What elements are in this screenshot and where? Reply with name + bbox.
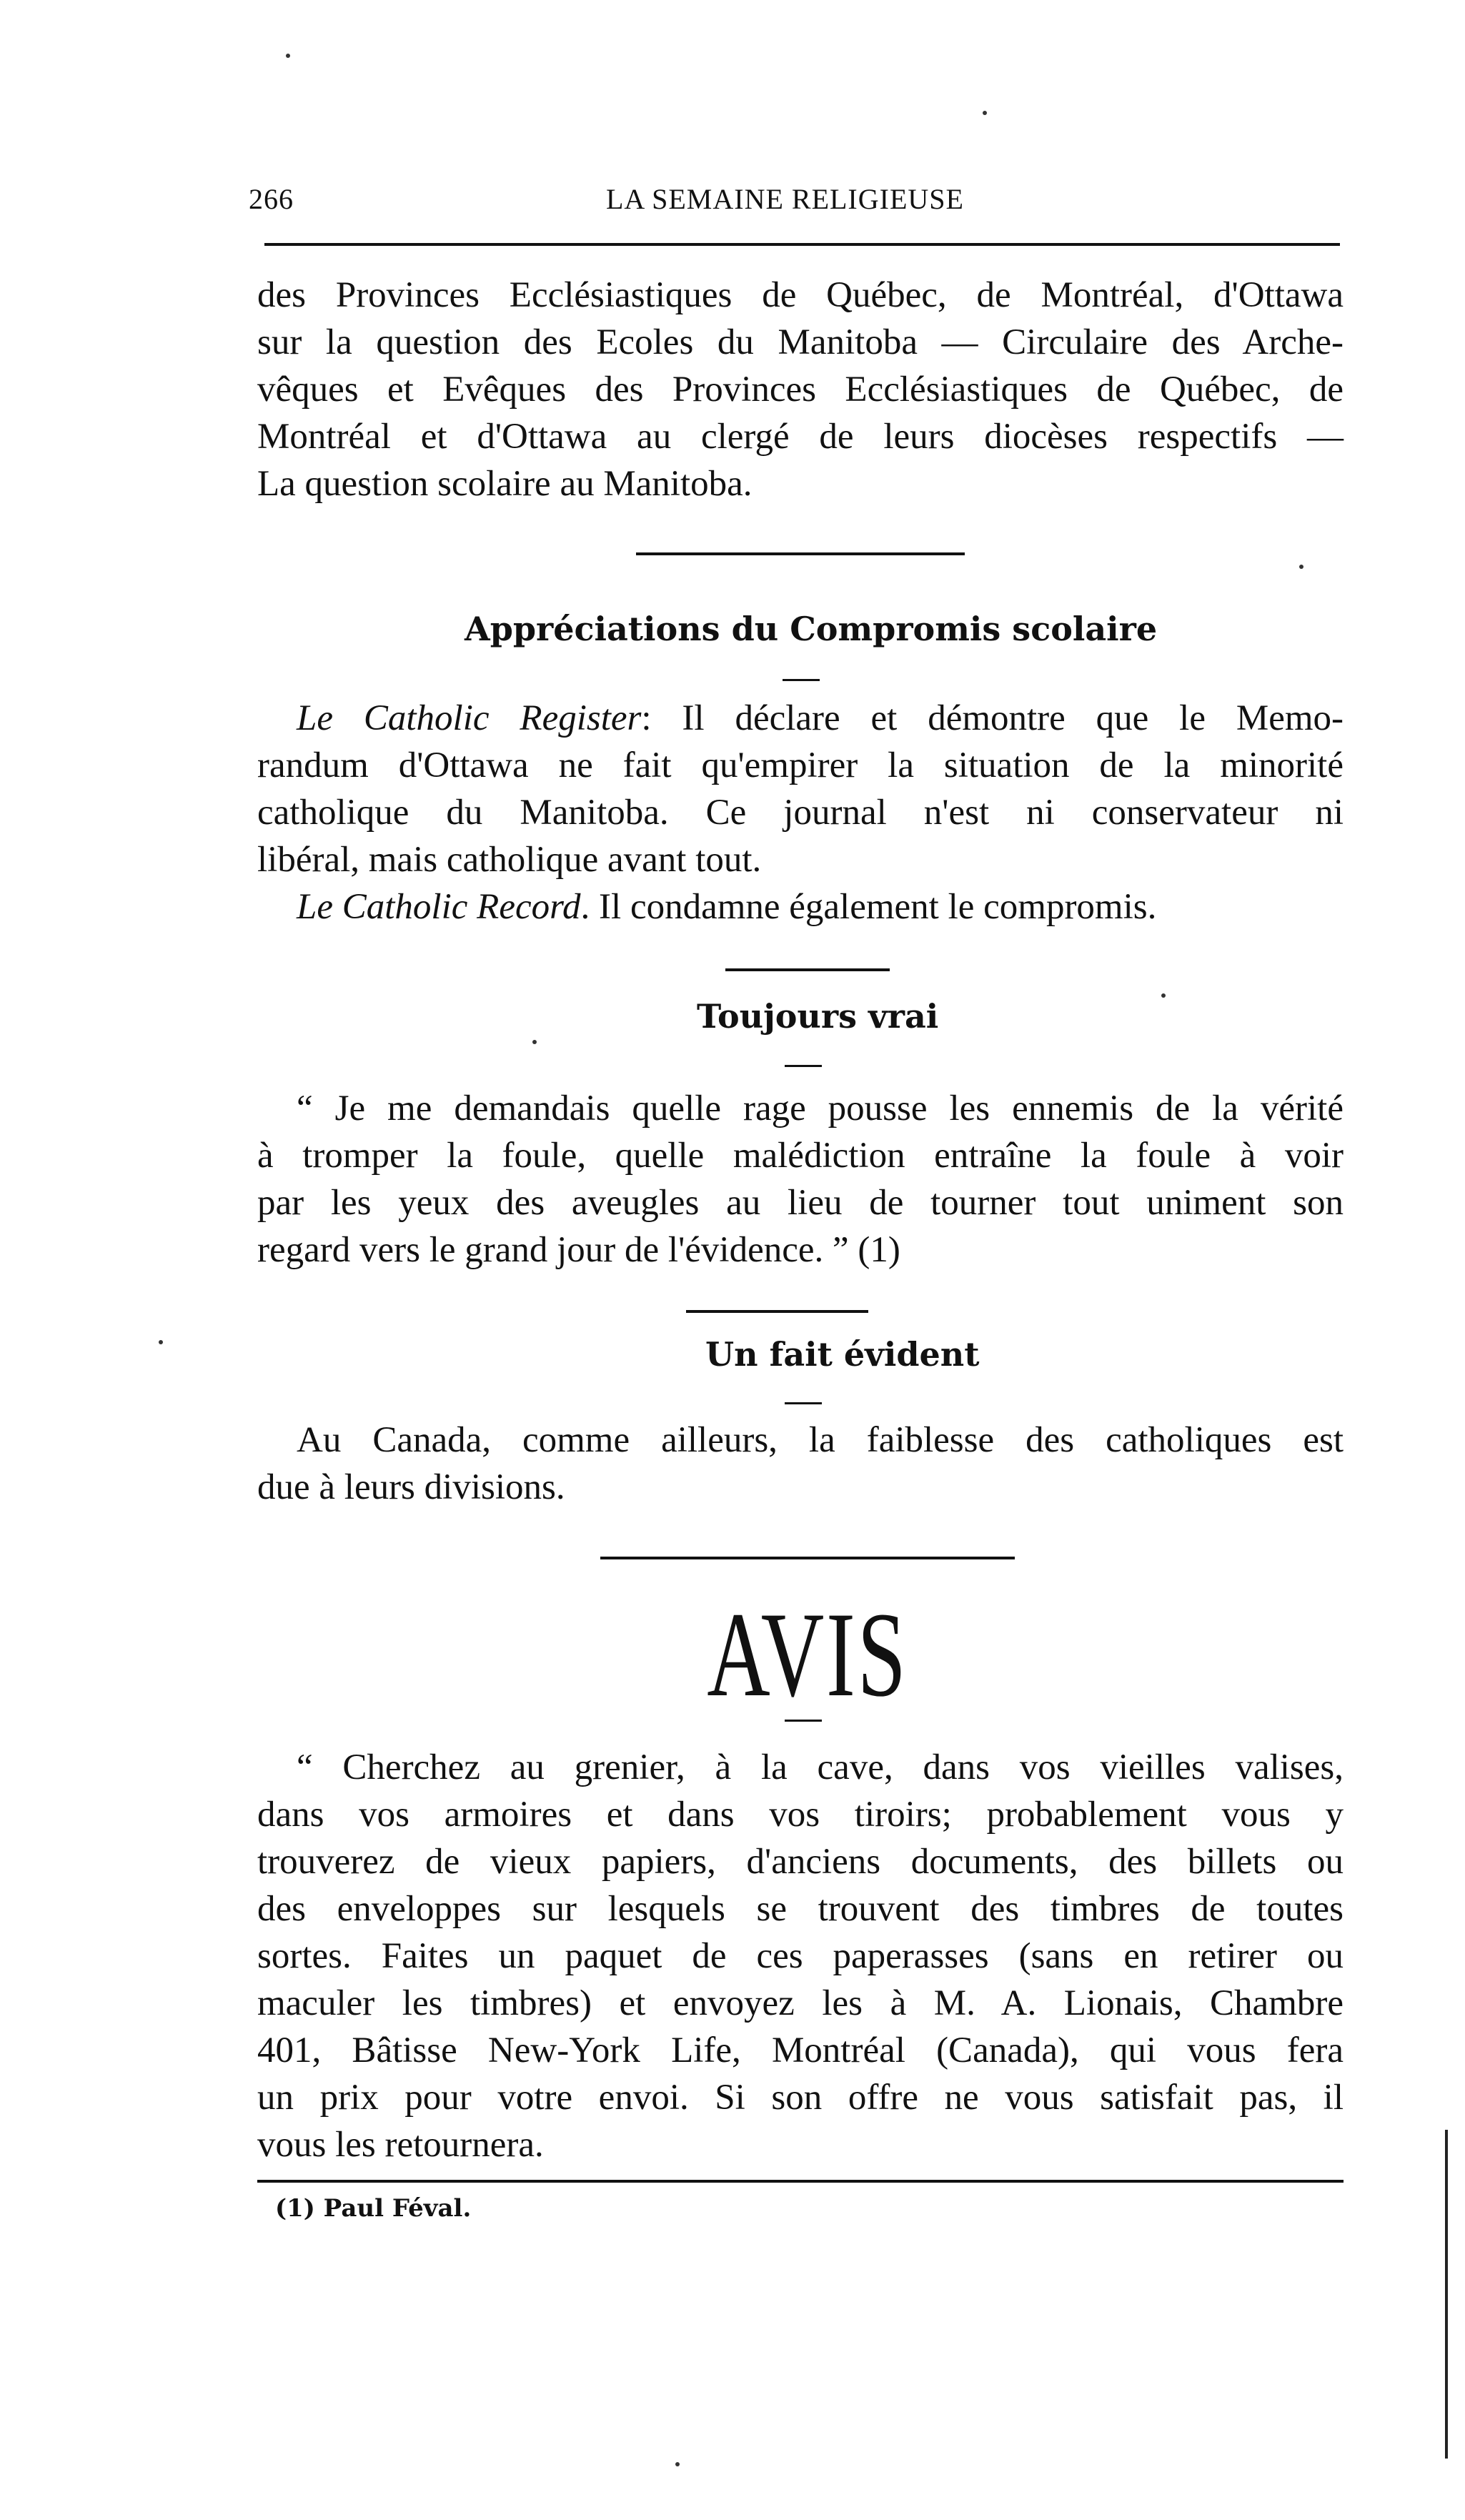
source-catholic-register: Le Catholic Register xyxy=(297,698,642,738)
scan-edge-mark xyxy=(1445,2130,1448,2459)
avis-line-8: un prix pour votre envoi. Si son offre ne vous satisfait pas, il xyxy=(257,2078,1344,2118)
avis-line-3: trouverez de vieux papiers, d'anciens documents, des billets ou xyxy=(257,1842,1344,1882)
quote-line-1: “ Je me demandais quelle rage pousse les ennemis de la vérité xyxy=(297,1088,1344,1128)
avis-line-6: maculer les timbres) et envoyez les à M. A. Lionais, Chambre xyxy=(257,1983,1344,2023)
catholic-record-line: Le Catholic Record. Il condamne également le compromis. xyxy=(297,887,1157,927)
catholic-register-line-1: Le Catholic Register: Il déclare et démontre que le Memo- xyxy=(297,698,1344,738)
avis-title: AVIS xyxy=(707,1587,908,1722)
scan-speck xyxy=(159,1340,163,1344)
footnote: (1) Paul Féval. xyxy=(275,2194,472,2223)
catholic-register-line-4: libéral, mais catholique avant tout. xyxy=(257,840,762,880)
heading-dash-3 xyxy=(785,1402,822,1404)
catholic-register-line-2: randum d'Ottawa ne fait qu'empirer la situation de la minorité xyxy=(257,745,1344,785)
running-title: LA SEMAINE RELIGIEUSE xyxy=(606,183,964,215)
page-number: 266 xyxy=(249,183,294,215)
scan-speck xyxy=(675,2462,680,2466)
heading-dash-2 xyxy=(785,1065,822,1067)
footnote-rule xyxy=(257,2180,1344,2183)
heading-dash-avis xyxy=(785,1720,822,1722)
intro-line-2: sur la question des Ecoles du Manitoba — Circulaire des Arche- xyxy=(257,322,1344,362)
section-divider-3 xyxy=(686,1310,868,1313)
section-heading-un-fait-evident: Un fait évident xyxy=(705,1335,980,1374)
avis-line-5: sortes. Faites un paquet de ces paperasses (sans en retirer ou xyxy=(257,1936,1344,1976)
intro-line-5: La question scolaire au Manitoba. xyxy=(257,464,753,504)
avis-line-1: “ Cherchez au grenier, à la cave, dans vos vieilles valises, xyxy=(297,1747,1344,1787)
fait-line-1: Au Canada, comme ailleurs, la faiblesse des catholiques est xyxy=(297,1420,1344,1460)
intro-line-1: des Provinces Ecclésiastiques de Québec, de Montréal, d'Ottawa xyxy=(257,275,1344,315)
avis-line-7: 401, Bâtisse New-York Life, Montréal (Canada), qui vous fera xyxy=(257,2030,1344,2070)
scan-speck xyxy=(1161,993,1166,998)
quote-line-4: regard vers le grand jour de l'évidence. ” (1) xyxy=(257,1230,900,1270)
intro-line-4: Montréal et d'Ottawa au clergé de leurs diocèses respectifs — xyxy=(257,417,1344,457)
scan-speck xyxy=(1299,565,1303,569)
section-divider-2 xyxy=(725,968,890,971)
scan-speck xyxy=(286,54,290,58)
header-rule xyxy=(264,243,1340,246)
heading-dash-1 xyxy=(783,679,820,681)
section-divider-4 xyxy=(600,1557,1015,1559)
catholic-register-line-3: catholique du Manitoba. Ce journal n'est ni conservateur ni xyxy=(257,793,1344,833)
avis-line-4: des enveloppes sur lesquels se trouvent des timbres de toutes xyxy=(257,1889,1344,1929)
source-catholic-record: Le Catholic Record xyxy=(297,887,581,927)
section-heading-appreciations: Appréciations du Compromis scolaire xyxy=(465,610,1158,648)
scan-speck xyxy=(532,1040,537,1044)
avis-line-2: dans vos armoires et dans vos tiroirs; probablement vous y xyxy=(257,1795,1344,1835)
fait-line-2: due à leurs divisions. xyxy=(257,1467,565,1507)
quote-line-3: par les yeux des aveugles au lieu de tourner tout uniment son xyxy=(257,1183,1344,1223)
intro-line-3: vêques et Evêques des Provinces Ecclésiastiques de Québec, de xyxy=(257,369,1344,410)
scan-speck xyxy=(983,111,987,115)
quote-line-2: à tromper la foule, quelle malédiction entraîne la foule à voir xyxy=(257,1136,1344,1176)
section-divider-1 xyxy=(636,552,965,555)
avis-line-9: vous les retournera. xyxy=(257,2125,544,2165)
section-heading-toujours-vrai: Toujours vrai xyxy=(697,997,939,1036)
